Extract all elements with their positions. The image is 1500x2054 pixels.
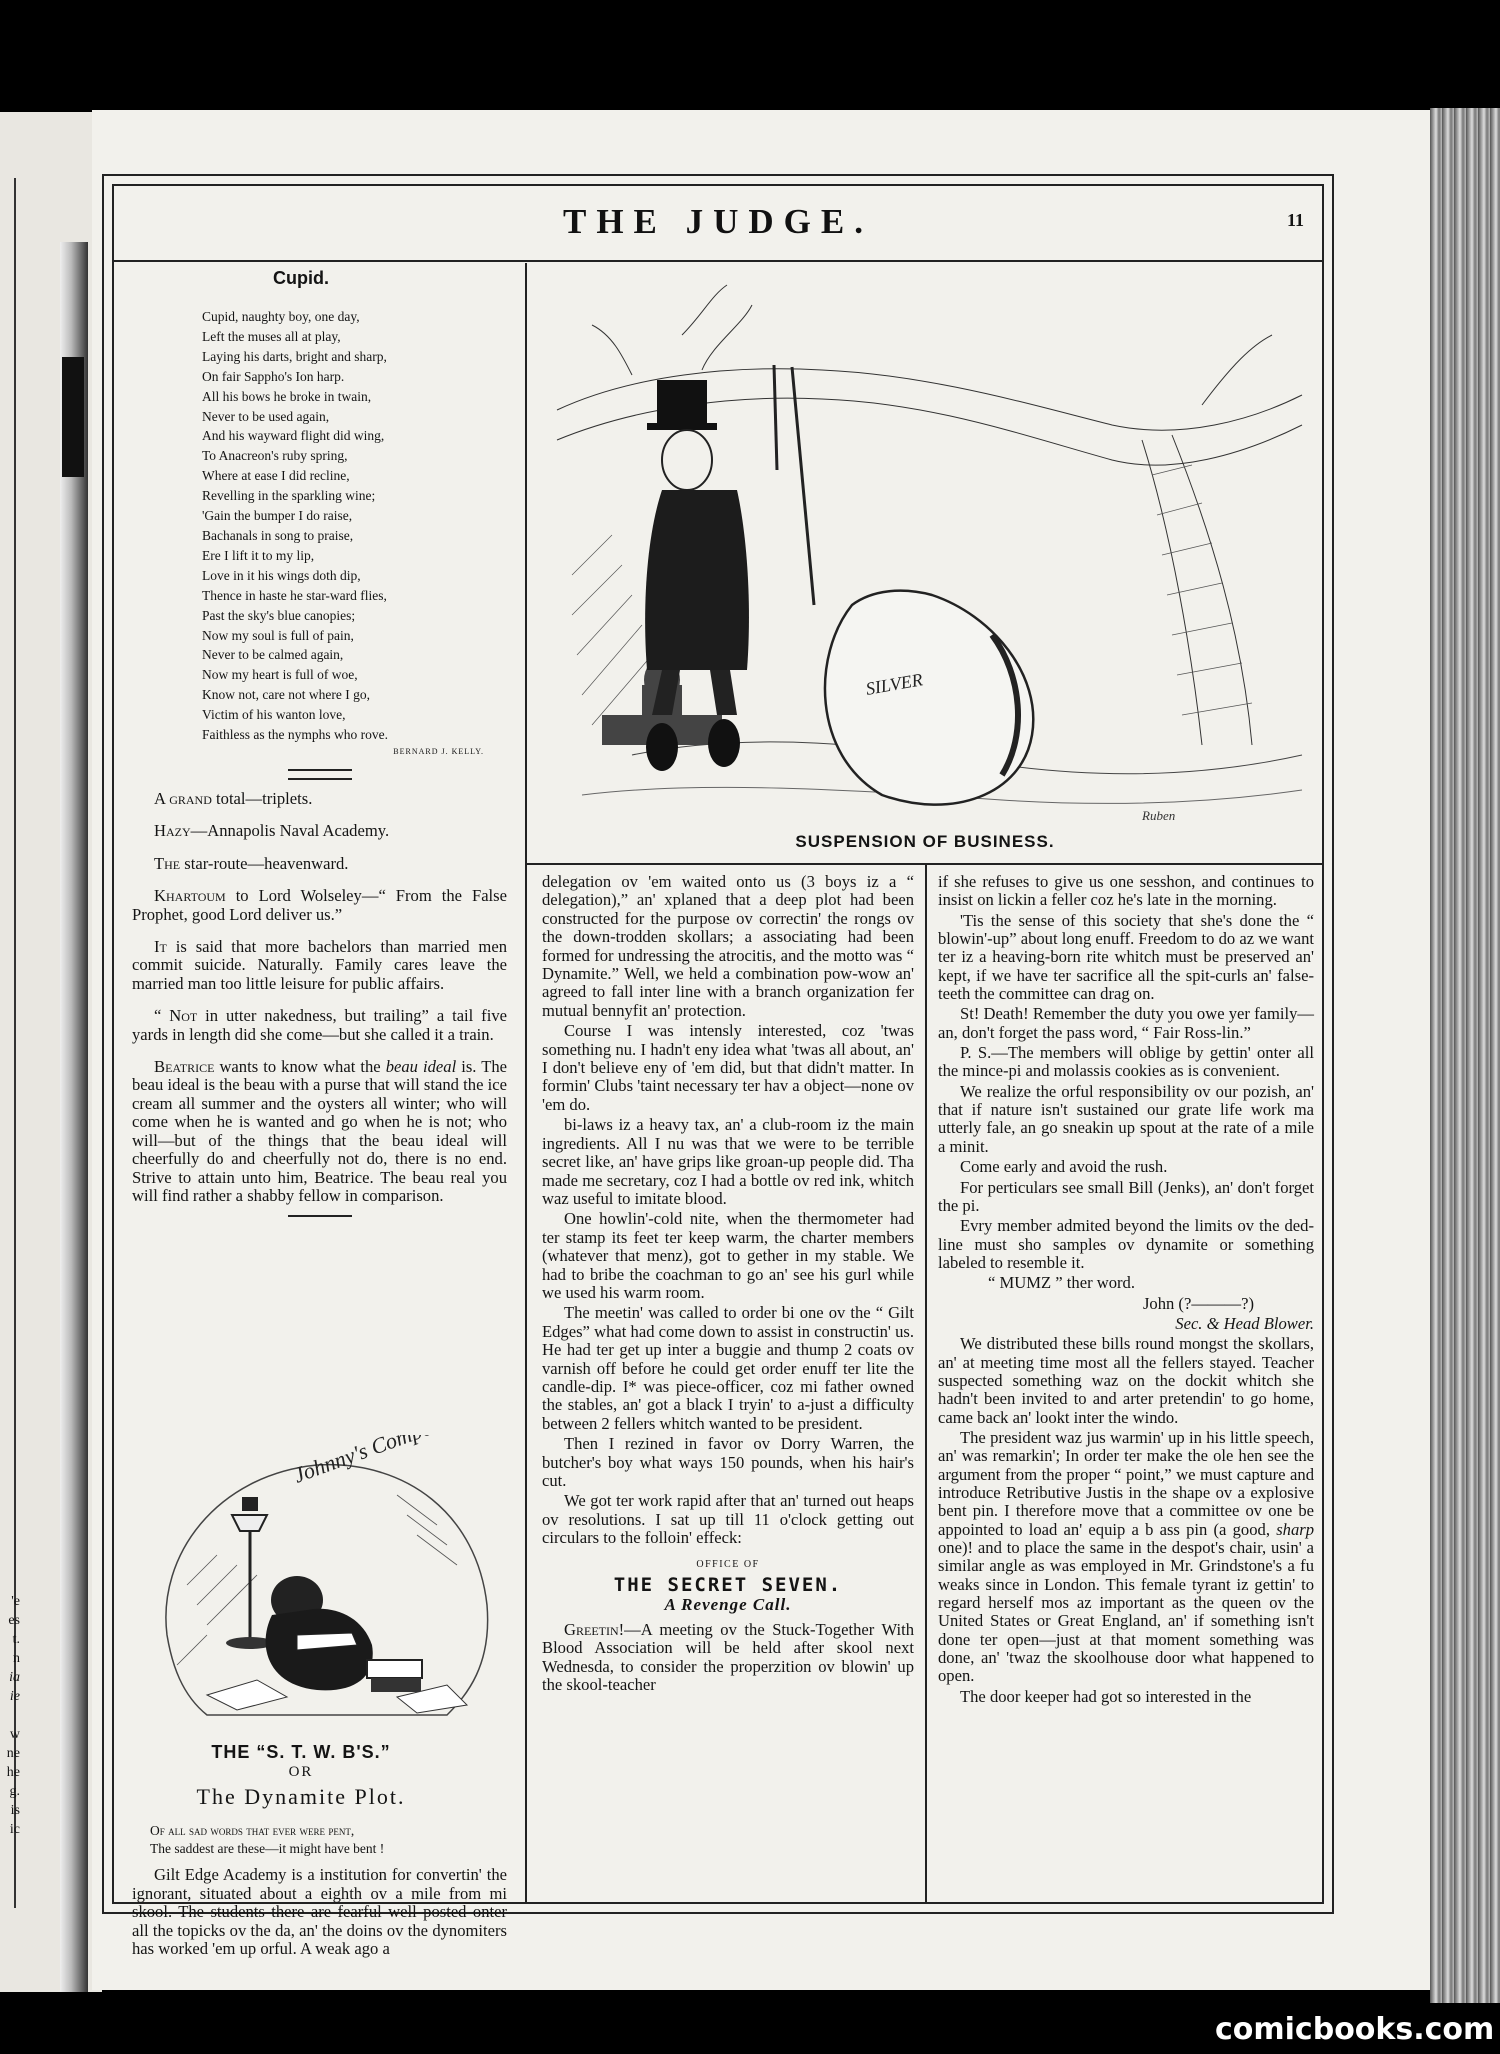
poem-line: Past the sky's blue canopies; <box>202 607 356 623</box>
signature-name: John (?———?) <box>1142 1293 1254 1313</box>
poem-title: Cupid. <box>273 268 329 288</box>
epigraph: Of all sad words that ever were pent, The saddest are these—it might have bent ! <box>150 1823 385 1856</box>
header-rule <box>114 260 1322 262</box>
poem-line: Now my soul is full of pain, <box>202 627 354 643</box>
watermark: comicbooks.com <box>1215 2012 1495 2047</box>
masthead-title: THE JUDGE. <box>562 202 874 241</box>
squib-grand: A grand total—triplets. <box>154 789 313 808</box>
story-or: OR <box>288 1764 314 1780</box>
divider <box>288 778 352 780</box>
poem-line: Revelling in the sparkling wine; <box>202 488 376 504</box>
poem-line: Love in it his wings doth dip, <box>202 567 361 583</box>
cartoon-caption: SUSPENSION OF BUSINESS. <box>795 832 1055 851</box>
suspension-of-business-cartoon <box>552 275 1312 840</box>
poem-line: To Anacreon's ruby spring, <box>202 448 348 464</box>
poem-body <box>202 307 492 745</box>
binding-gutter <box>60 242 88 1992</box>
poem-line: All his bows he broke in twain, <box>202 388 372 404</box>
artist-signature: Ruben <box>1142 808 1176 823</box>
poem-line: Cupid, naughty boy, one day, <box>202 309 360 324</box>
squib-hazy: Hazy—Annapolis Naval Academy. <box>154 821 390 841</box>
poem-line: Laying his darts, bright and sharp, <box>202 348 387 364</box>
circular-subheading: A Revenge Call. <box>664 1595 792 1615</box>
poem-line: Victim of his wanton love, <box>202 707 346 723</box>
column-rule-left <box>525 263 527 1903</box>
poem-line: Left the muses all at play, <box>202 328 341 344</box>
poem-line: Faithless as the nymphs who rove. <box>202 727 388 743</box>
poem-line: 'Gain the bumper I do raise, <box>202 508 353 524</box>
circular-office-of: OFFICE OF <box>696 1558 760 1570</box>
left-page-text-fragments: 'e es t. n ia ie w ne he g. is ic <box>6 1594 20 1837</box>
composition-illustration <box>147 1435 507 1725</box>
story-title: THE “S. T. W. B'S.” <box>211 1742 391 1762</box>
page-number: 11 <box>1287 210 1305 230</box>
story-subtitle: The Dynamite Plot. <box>196 1784 406 1809</box>
squibs-column <box>132 762 507 1224</box>
page-stack-edge <box>1430 108 1500 2003</box>
poem-line: And his wayward flight did wing, <box>202 428 385 444</box>
column-rule-right <box>925 865 927 1903</box>
signature-line: “ MUMZ ” ther word. <box>988 1273 1136 1293</box>
poem-line: Thence in haste he star-ward flies, <box>202 587 387 603</box>
squib-khartoum: Khartoum to Lord Wolseley—“ From the False Prophet, good Lord deliver us.” <box>132 886 507 924</box>
poem-line: Know not, care not where I go, <box>202 687 370 703</box>
poem-line: Never to be used again, <box>202 408 330 424</box>
story-column-middle: delegation ov 'em waited onto us (3 boys iz a “ delegation),” an' xplaned that a deep plot had been constructed for the purpose ov correctin' the rongs ov the down-trodden skollars; a associating had been formed for undressing the atrocitis, and the motto was “ Dynamite.” Well, we held a combination pow-wow an' agreed to fall inter line with a branch organization fer mutual bennyfit an' protection. Course I was intensly interested, coz 'twas something nu. I hadn't eny idea what 'twas all about, an' I don't believe eny of 'em did, but that didn't matter. In formin' Clubs 'taint necessary ter hav a object—none ov 'em do. bi-laws iz a heavy tax, an' a club-room iz the main ingredients. All I nu was that we were to be terrible secret like, an' have grips like groan-up people did. Tha made me secretary, coz I had a bottle ov red ink, whitch waz useful to imitate blood. One howlin'-cold nite, when the thermometer had ter stamp its feet ter keep warm, the charter members (whatever that menz), got to gether in my stable. We had to bribe the coachman to go an' see his gurl while we used his warm room. The meetin' was called to order bi one ov the “ Gilt Edges” what had come down to assist in constructin' us. He had ter get up inter a buggie and thump 2 coats ov varnish off before he could get order enuff ter lite the candle-dip. I* was piece-officer, coz mi father owned the stables, an' got a black I tryin' to a-just a difficulty between 2 fellers whitch wanted to be president. Then I rezined in favor ov Dorry Warren, the butcher's boy what ways 150 pounds, when his hair's cut. We got ter work rapid after that an' turned out heaps ov resolutions. I sat up till 11 o'clock getting out circulars to the folloin' effeck: OFFICE OF THE SECRET SEVEN. A Revenge Call. Greetin!—A meeting ov the Stuck-Together With Blood Association will be held after skool next Wednesda, to consider the properzition ov blowin' up the skool-teacher <box>542 872 914 1695</box>
divider <box>288 769 352 771</box>
poem-line: Now my heart is full of woe, <box>202 667 358 683</box>
newspaper-page <box>92 110 1430 1990</box>
binding-thread <box>62 357 84 477</box>
squib-star-route: The star-route—heavenward. <box>154 853 349 873</box>
poem-line: Bachanals in song to praise, <box>202 527 354 543</box>
signature-title: Sec. & Head Blower. <box>1175 1313 1314 1333</box>
poem-line: Never to be calmed again, <box>202 647 344 663</box>
squib-bachelors: It is said that more bachelors than married men commit suicide. Naturally. Family cares leave the married man too little leisure for public affairs. <box>132 937 507 993</box>
bag-label: SILVER <box>864 669 925 699</box>
poem-line: Where at ease I did recline, <box>202 468 350 484</box>
squib-train: “ Not in utter nakedness, but trailing” a tail five yards in length did she come—but she called it a train. <box>132 1006 507 1044</box>
poem-line: On fair Sappho's Ion harp. <box>202 368 345 384</box>
story-column-right: if she refuses to give us one sesshon, and continues to insist on lickin a feller coz he's late in the morning. 'Tis the sense of this society that she's done the “ blowin'-up” about long enuff. Freedom to do az we want ter iz a heaving-born rite whitch must be preserved an' kept, if we have ter sacrifice all the spit-curls an' false-teeth the committee can drag on. St! Death! Remember the duty you owe yer family—an, don't forget the pass word, “ Fair Ross-lin.” P. S.—The members will oblige by gettin' onter all the mince-pi and molassis cookies as is convenient. We realize the orful responsibility ov our pozish, an' that if nature isn't sustained our grate life work ma utterly fale, an go sneakin up spout at the rate of a mile a minit. Come early and avoid the rush. For perticulars see small Bill (Jenks), an' don't forget the pi. Evry member admited beyond the limits ov the ded-line must sho samples ov dynamite or something labeled to resemble it. “ MUMZ ” ther word. John (?———?) Sec. & Head Blower. We distributed these bills round mongst the skollars, an' at meeting time most all the fellers stayed. Teacher suspected something waz on the dockit whitch she hadn't been invited to and arter pretendin' to go home, came back an' lookt inter the windo. The president waz jus warmin' up in his little speech, an' was remarkin'; In order ter make the ole hen see the argument from the proper “ point,” we must capture and introduce Retributive Justis in the shape ov a explosive bent pin. I therefore move that a committee ov one be appointed to load an' equip a b ass pin (a good, sharp one)! and to place the same in the despot's chair, usin' a similar angle as was employed in Mr. Grindstone's a fu weaks since in London. This female tyrant iz gettin' to regard herself mos az important as the queen ov the United States or Great England, an' if something isn't done ter open—just at that moment something was done, an' 'twaz the skoolhouse door what happened to open. The door keeper had got so interested in the <box>938 872 1314 1706</box>
story-intro: Gilt Edge Academy is a institution for convertin' the ignorant, situated about a eighth ov a mile from mi skool. The students there are fearful well posted onter all the topicks ov the da, an' the doins ov the dynomiters has worked 'em up orful. A weak ago a <box>132 1865 507 1959</box>
poem-line: Ere I lift it to my lip, <box>202 547 315 563</box>
squib-beatrice: Beatrice wants to know what the beau ideal is. The beau ideal is the beau with a purse that will stand the ice cream all summer and the oysters all winter; who will come when he is wanted and go when he is not; who will—but of the things that the beau ideal will cheerfully do and cheerfully not do, there is no end. Strive to attain unto him, Beatrice. The beau real you will find rather a shabby fellow in comparison. <box>132 1057 507 1205</box>
divider <box>288 1215 352 1217</box>
circular-heading: THE SECRET SEVEN. <box>613 1574 843 1597</box>
poem-author: BERNARD J. KELLY. <box>393 747 484 756</box>
circular-greetin: Greetin!—A meeting ov the Stuck-Together With Blood Association will be held after skool next Wednesda, to consider the properzition ov blowin' up the skool-teacher <box>542 1619 914 1695</box>
left-page-edge <box>0 112 102 1992</box>
